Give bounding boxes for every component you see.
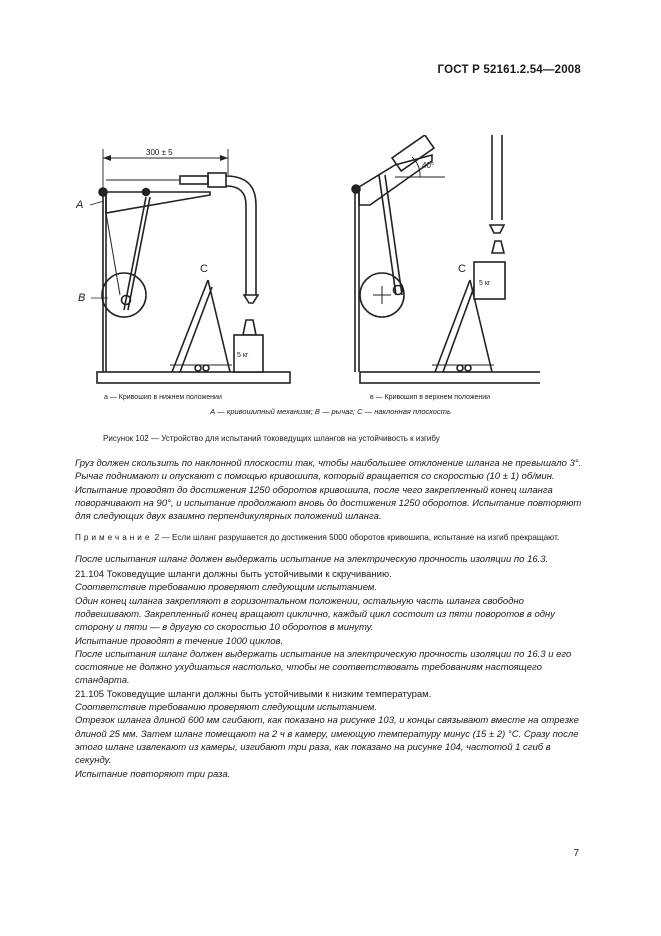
note	[75, 531, 583, 544]
paragraph: Один конец шланга закрепляют в горизонтальном положении, остальную часть шланга свободно подвешивают. Закрепленный конец вращают циклично, каждый цикл состоит из пяти поворотов в одну сторону и пяти — в другую со скоростью 10 оборотов в минуту.	[75, 595, 555, 634]
page-number: 7	[573, 848, 579, 859]
label-c-right: С	[458, 263, 466, 275]
paragraph: Соответствие требованию проверяют следующим испытанием.	[75, 582, 378, 594]
paragraph: Отрезок шланга длиной 600 мм сгибают, как показано на рисунке 103, и концы связывают вместе на отрезке длиной 25 мм. Затем шланг помещают на 2 ч в камеру, имеющую температуру минус (15 ± 2) °С. Сразу после этого шланг извлекают из камеры, изгибают три раза, как показано на рисунке 104, частотой 1 сгиб в секунду.	[75, 715, 579, 767]
test-device-figure	[60, 135, 540, 385]
paragraph: Соответствие требованию проверяют следующим испытанием.	[75, 702, 378, 714]
label-b: В	[78, 292, 86, 304]
paragraph: Груз должен скользить по наклонной плоскости так, чтобы наибольшее отклонение шланга не превышало 3°.	[75, 458, 582, 469]
paragraph: После испытания шланг должен выдержать испытание на электрическую прочность изоляции по 16.3.	[75, 553, 549, 565]
figure-legend: А — кривошипный механизм; В — рычаг; С — наклонная плоскость	[210, 407, 451, 416]
angle-label: 40°	[422, 161, 435, 170]
dimension-label: 300 ± 5	[146, 148, 173, 157]
document-code: ГОСТ Р 52161.2.54—2008	[437, 64, 581, 76]
body-text	[75, 457, 583, 781]
paragraph: Испытание проводят до достижения 1250 оборотов кривошипа, после чего закрепленный конец шланга поворачивают на 90°, и испытание продолжают вновь до достижения 1250 оборотов. Испытание повторяют для следующих двух взаимно перпендикулярных положений шланга.	[75, 484, 582, 523]
caption-b: в — Кривошип в верхнем положении	[370, 394, 491, 401]
clause-21-105: 21.105 Токоведущие шланги должны быть устойчивыми к низким температурам.	[75, 688, 432, 700]
paragraph: После испытания шланг должен выдержать испытание на электрическую прочность изоляции по 16.3 и его состояние не должно ухудшаться настолько, чтобы не соответствовать требованиям настоящего стандарта.	[75, 648, 572, 687]
weight-label-left: 5 кг	[237, 352, 249, 359]
label-c-left: С	[200, 263, 208, 275]
paragraph: Испытание повторяют три раза.	[75, 768, 231, 780]
note-label: Примечание	[75, 533, 153, 543]
paragraph: Испытание проводят в течение 1000 циклов.	[75, 635, 284, 647]
figure-caption: Рисунок 102 — Устройство для испытаний токоведущих шлангов на устойчивость к изгибу	[103, 434, 440, 443]
caption-a: а — Кривошип в нижнем положении	[104, 394, 222, 401]
weight-label-right: 5 кг	[479, 280, 491, 287]
label-a: А	[76, 199, 84, 211]
note-text: 2 — Если шланг разрушается до достижения 5000 оборотов кривошипа, испытание на изгиб прекращают.	[152, 533, 560, 543]
paragraph: Рычаг поднимают и опускают с помощью кривошипа, который вращается со скоростью (10 ± 1) об/мин.	[75, 471, 555, 483]
clause-21-104: 21.104 Токоведущие шланги должны быть устойчивыми к скручиванию.	[75, 569, 392, 581]
